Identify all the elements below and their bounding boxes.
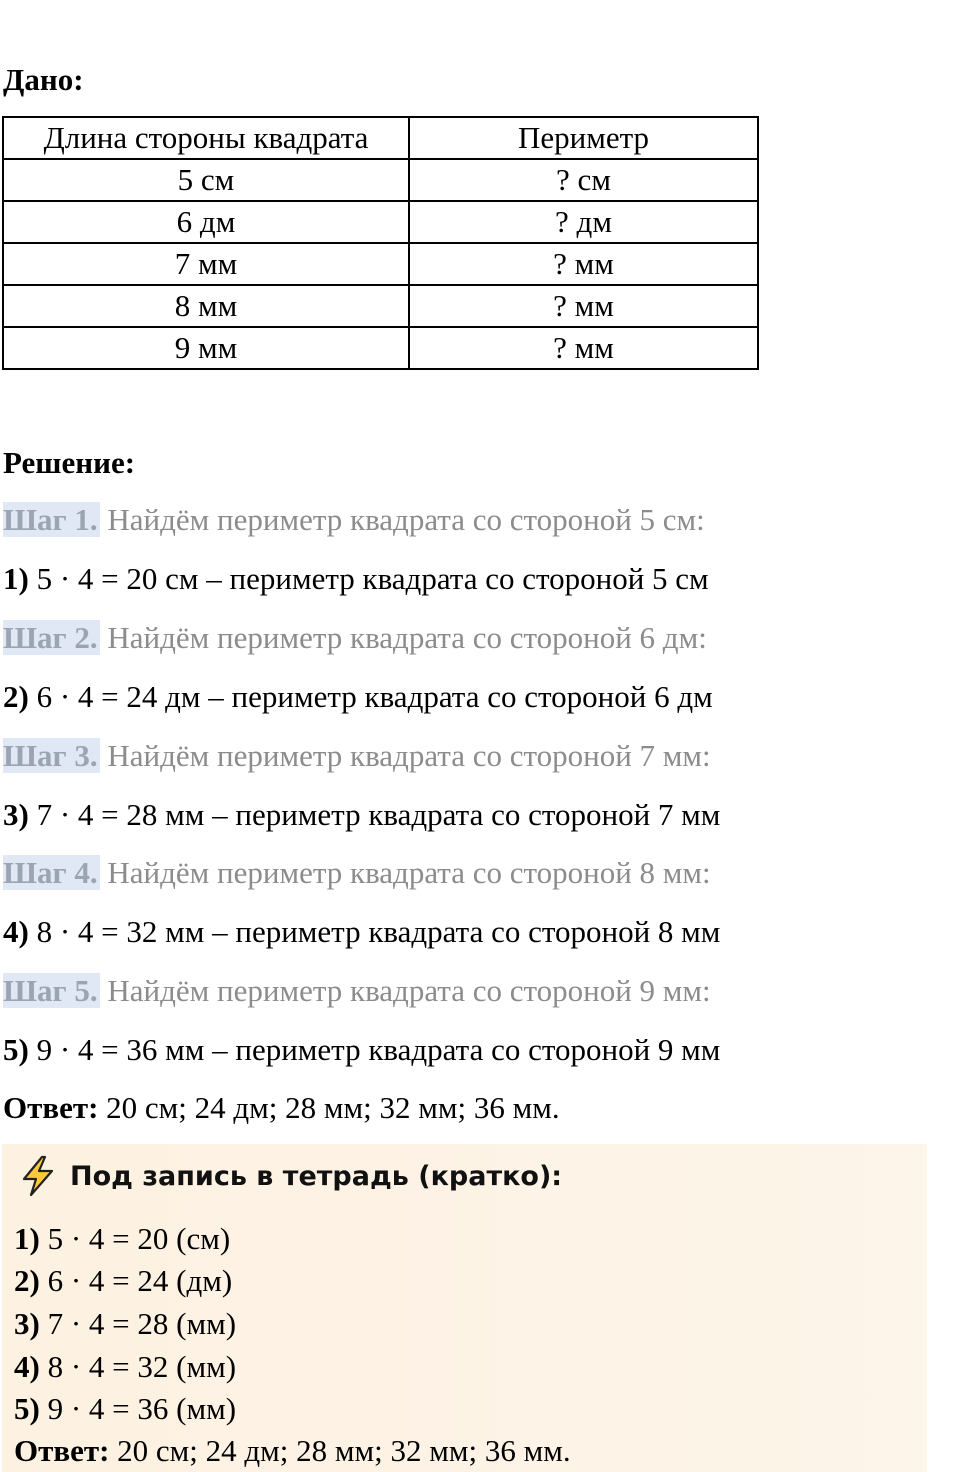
calc-number: 1) xyxy=(3,561,29,596)
calc-text: 9 · 4 = 36 (мм) xyxy=(39,1391,237,1426)
notebook-line xyxy=(14,1389,236,1429)
table-row xyxy=(3,285,758,327)
column-header-perimeter: Периметр xyxy=(409,117,758,159)
table-cell-side: 9 мм xyxy=(3,327,409,369)
calc-text: 7 · 4 = 28 мм – периметр квадрата со стороной 7 мм xyxy=(28,797,721,832)
given-table xyxy=(2,116,759,370)
step-text: Найдём периметр квадрата со стороной 5 см: xyxy=(99,502,705,537)
step-text: Найдём периметр квадрата со стороной 8 мм: xyxy=(99,855,711,890)
calc-number: 3) xyxy=(14,1306,40,1341)
step-text: Найдём периметр квадрата со стороной 7 мм: xyxy=(99,738,711,773)
calc-number: 5) xyxy=(14,1391,40,1426)
answer-text: 20 см; 24 дм; 28 мм; 32 мм; 36 мм. xyxy=(109,1433,571,1468)
table-row xyxy=(3,327,758,369)
step-tag: Шаг 1. xyxy=(3,502,98,537)
step-calculation xyxy=(3,1030,720,1070)
notebook-line xyxy=(14,1219,230,1259)
notebook-line xyxy=(14,1347,236,1387)
step-description xyxy=(3,853,711,893)
step-tag: Шаг 4. xyxy=(3,855,98,890)
answer-text: 20 см; 24 дм; 28 мм; 32 мм; 36 мм. xyxy=(98,1090,560,1125)
answer-label: Ответ: xyxy=(14,1433,110,1468)
calc-text: 6 · 4 = 24 дм – периметр квадрата со стороной 6 дм xyxy=(28,679,713,714)
table-cell-side: 8 мм xyxy=(3,285,409,327)
answer-line xyxy=(3,1088,560,1128)
step-text: Найдём периметр квадрата со стороной 6 дм: xyxy=(99,620,707,655)
step-calculation xyxy=(3,795,720,835)
calc-number: 2) xyxy=(3,679,29,714)
notebook-title-text: Под запись в тетрадь (кратко): xyxy=(70,1160,563,1192)
table-cell-perimeter: ? мм xyxy=(409,285,758,327)
table-cell-perimeter: ? см xyxy=(409,159,758,201)
calc-text: 7 · 4 = 28 (мм) xyxy=(39,1306,237,1341)
column-header-side-length: Длина стороны квадрата xyxy=(3,117,409,159)
table-cell-perimeter: ? мм xyxy=(409,243,758,285)
notebook-answer-line xyxy=(14,1431,571,1471)
table-cell-side: 7 мм xyxy=(3,243,409,285)
calc-text: 5 · 4 = 20 см – периметр квадрата со стороной 5 см xyxy=(28,561,709,596)
solution-heading: Решение: xyxy=(3,445,136,480)
calc-number: 5) xyxy=(3,1032,29,1067)
calc-number: 2) xyxy=(14,1263,40,1298)
notebook-line xyxy=(14,1261,232,1301)
table-row xyxy=(3,159,758,201)
step-text: Найдём периметр квадрата со стороной 9 мм: xyxy=(99,973,711,1008)
calc-text: 8 · 4 = 32 (мм) xyxy=(39,1349,237,1384)
notebook-box xyxy=(2,1144,927,1472)
table-row xyxy=(3,243,758,285)
step-description xyxy=(3,618,707,658)
table-cell-perimeter: ? мм xyxy=(409,327,758,369)
answer-label: Ответ: xyxy=(3,1090,99,1125)
notebook-line xyxy=(14,1304,236,1344)
calc-text: 6 · 4 = 24 (дм) xyxy=(39,1263,233,1298)
step-calculation xyxy=(3,559,709,599)
notebook-title xyxy=(18,1154,562,1198)
step-tag: Шаг 3. xyxy=(3,738,98,773)
step-tag: Шаг 2. xyxy=(3,620,98,655)
step-description xyxy=(3,971,711,1011)
step-calculation xyxy=(3,912,720,952)
calc-number: 4) xyxy=(3,914,29,949)
table-cell-side: 5 см xyxy=(3,159,409,201)
table-header-row xyxy=(3,117,758,159)
table-cell-side: 6 дм xyxy=(3,201,409,243)
calc-number: 3) xyxy=(3,797,29,832)
calc-number: 4) xyxy=(14,1349,40,1384)
step-tag: Шаг 5. xyxy=(3,973,98,1008)
step-description xyxy=(3,736,711,776)
lightning-icon xyxy=(18,1155,58,1197)
calc-number: 1) xyxy=(14,1221,40,1256)
table-row xyxy=(3,201,758,243)
table-cell-perimeter: ? дм xyxy=(409,201,758,243)
step-calculation xyxy=(3,677,713,717)
calc-text: 9 · 4 = 36 мм – периметр квадрата со стороной 9 мм xyxy=(28,1032,721,1067)
step-description xyxy=(3,500,705,540)
given-heading: Дано: xyxy=(3,62,84,97)
calc-text: 5 · 4 = 20 (см) xyxy=(39,1221,231,1256)
calc-text: 8 · 4 = 32 мм – периметр квадрата со стороной 8 мм xyxy=(28,914,721,949)
